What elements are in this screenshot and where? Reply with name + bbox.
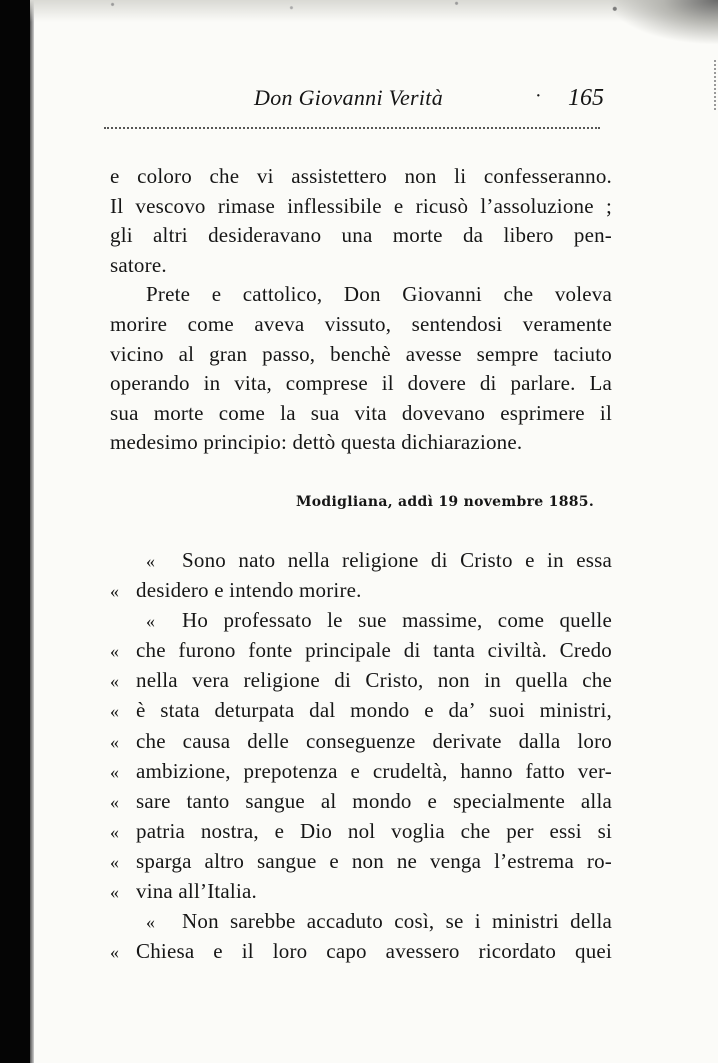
quote-line-text: ambizione, prepotenza e crudeltà, hanno fatto ver- (136, 758, 612, 783)
text-line: Il vescovo rimase inflessibile e ricusò l’assoluzione ; (110, 193, 612, 218)
quote-line (110, 575, 612, 605)
quote-line (110, 816, 612, 846)
quote-line (110, 876, 612, 906)
quote-line (110, 635, 612, 665)
quote-line-text: Ho professato le sue massime, come quelle (182, 608, 612, 633)
quote-mark: « (110, 581, 120, 602)
quote-line-text: che causa delle conseguenze derivate dalla loro (136, 728, 612, 753)
quote-line-text: patria nostra, e Dio nol voglia che per essi si (136, 818, 612, 843)
quote-line-text: desidero e intendo morire. (136, 578, 362, 603)
quote-line (110, 756, 612, 786)
text-line: Prete e cattolico, Don Giovanni che voleva (146, 282, 612, 307)
text-line: medesimo principio: dettò questa dichiarazione. (110, 430, 523, 455)
quote-line (110, 726, 612, 756)
quote-mark: « (110, 761, 120, 782)
text-line: e coloro che vi assistettero non li confesseranno. (110, 164, 612, 188)
body-text (110, 162, 612, 458)
quote-mark: « (110, 641, 120, 662)
quote-mark: « (110, 731, 120, 752)
quote-line (110, 936, 612, 966)
quote-line-text: Non sarebbe accaduto così, se i ministri della (182, 909, 612, 934)
quote-mark: « (110, 851, 120, 872)
gutter-edge (30, 0, 34, 1063)
quote-line (110, 906, 612, 936)
quote-line-text: nella vera religione di Cristo, non in quella che (136, 668, 612, 693)
quote-line (110, 846, 612, 876)
header-rule (104, 127, 600, 129)
quote-mark: « (110, 882, 120, 903)
header-separator: · (535, 85, 542, 107)
quote-line-text: Sono nato nella religione di Cristo e in essa (182, 548, 612, 572)
quote-mark: « (110, 791, 120, 812)
quote-line (110, 695, 612, 725)
text-line: sua morte come la sua vita dovevano esprimere il (110, 400, 612, 425)
scan-noise-right (710, 60, 716, 110)
quote-line-text: vina all’Italia. (136, 879, 257, 904)
quote-line-text: sparga altro sangue e non ne venga l’estrema ro- (136, 848, 612, 873)
scan-noise-corner (608, 0, 718, 45)
running-title: Don Giovanni Verità (254, 85, 444, 110)
book-spine-shadow (0, 0, 30, 1063)
quoted-declaration (110, 545, 612, 966)
text-line: satore. (110, 252, 167, 277)
quote-mark: « (146, 551, 156, 571)
quote-line-text: che furono fonte principale di tanta civiltà. Credo (136, 638, 612, 663)
text-line: morire come aveva vissuto, sentendosi veramente (110, 311, 612, 336)
quote-line (110, 605, 612, 635)
page-number: 165 (568, 85, 604, 111)
quote-mark: « (146, 912, 156, 933)
text-line: operando in vita, comprese il dovere di parlare. La (110, 371, 612, 396)
quote-mark: « (110, 821, 120, 842)
quote-line-text: è stata deturpata dal mondo e da’ suoi ministri, (136, 698, 612, 723)
quote-mark: « (110, 671, 120, 692)
quote-line (110, 665, 612, 695)
quote-line (110, 786, 612, 816)
quote-mark: « (110, 942, 120, 963)
text-line: vicino al gran passo, benchè avesse sempre taciuto (110, 341, 612, 366)
quote-line-text: sare tanto sangue al mondo e specialmente alla (136, 788, 612, 813)
quote-mark: « (146, 611, 156, 632)
quote-line (110, 545, 612, 575)
quote-line-text: Chiesa e il loro capo avessero ricordato quei (136, 939, 612, 964)
quote-mark: « (110, 701, 120, 722)
dateline: Modigliana, addì 19 novembre 1885. (296, 494, 594, 510)
text-line: gli altri desideravano una morte da libero pen- (110, 223, 612, 248)
